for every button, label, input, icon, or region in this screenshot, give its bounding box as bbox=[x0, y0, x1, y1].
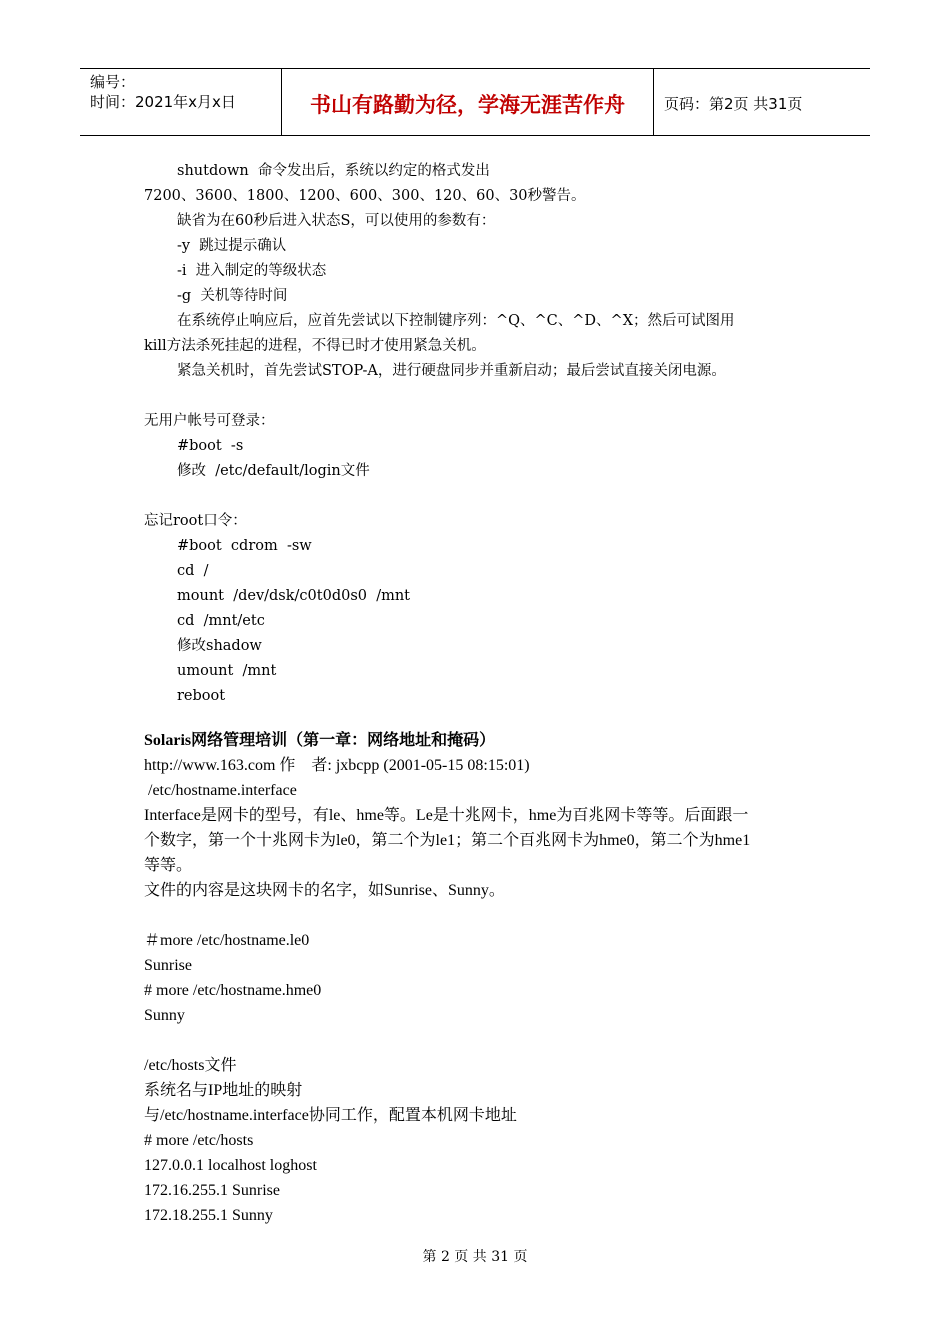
text-line: shutdown 命令发出后，系统以约定的格式发出 bbox=[177, 163, 490, 179]
text-line: Interface是网卡的型号，有le、hme等。Le是十兆网卡，hme为百兆网卡等等。后面跟一 bbox=[144, 807, 749, 824]
text-line: 修改shadow bbox=[177, 638, 262, 654]
text-line: # more /etc/hostname.hme0 bbox=[144, 982, 322, 999]
text-line: 等等。 bbox=[144, 857, 193, 874]
text-line: reboot bbox=[177, 688, 226, 704]
text-line: 缺省为在60秒后进入状态S，可以使用的参数有： bbox=[177, 213, 496, 229]
text-line: 忘记root口令： bbox=[144, 513, 247, 529]
text-line: kill方法杀死挂起的进程，不得已时才使用紧急关机。 bbox=[144, 338, 486, 354]
text-line: /etc/hosts文件 bbox=[144, 1057, 237, 1074]
text-line: 7200、3600、1800、1200、600、300、120、60、30秒警告。 bbox=[144, 188, 586, 204]
page-footer: 第 2 页 共 31 页 bbox=[422, 1249, 528, 1265]
text-line: cd / bbox=[177, 563, 209, 579]
text-line: umount /mnt bbox=[177, 663, 277, 679]
text-line: 系统名与IP地址的映射 bbox=[144, 1082, 303, 1099]
text-line: 172.16.255.1 Sunrise bbox=[144, 1182, 280, 1199]
date-label: 时间：2021年x月x日 bbox=[90, 93, 236, 111]
text-line: 172.18.255.1 Sunny bbox=[144, 1207, 273, 1224]
text-line: -g 关机等待时间 bbox=[177, 288, 288, 304]
text-line: -i 进入制定的等级状态 bbox=[177, 263, 327, 279]
header-motto: 书山有路勤为径，学海无涯苦作舟 bbox=[282, 69, 654, 135]
text-line: Sunrise bbox=[144, 957, 192, 974]
text-line: #boot -s bbox=[177, 438, 244, 454]
header-page-info: 页码：第2页 共31页 bbox=[664, 94, 803, 113]
text-line: mount /dev/dsk/c0t0d0s0 /mnt bbox=[177, 588, 411, 604]
section-heading: Solaris网络管理培训（第一章：网络地址和掩码） bbox=[144, 732, 496, 749]
text-line: 与/etc/hostname.interface协同工作，配置本机网卡地址 bbox=[144, 1107, 517, 1124]
text-line: /etc/hostname.interface bbox=[144, 782, 297, 799]
text-line: http://www.163.com 作 者: jxbcpp (2001-05-15 08:15:01) bbox=[144, 757, 530, 774]
text-line: 个数字，第一个十兆网卡为le0，第二个为le1；第二个百兆网卡为hme0，第二个为hme1 bbox=[144, 832, 751, 849]
header-meta bbox=[80, 69, 282, 135]
number-label: 编号： bbox=[90, 73, 136, 91]
text-line: Sunny bbox=[144, 1007, 185, 1024]
text-line: #boot cdrom -sw bbox=[177, 538, 312, 554]
text-line: 无用户帐号可登录： bbox=[144, 413, 275, 429]
text-line: 文件的内容是这块网卡的名字，如Sunrise、Sunny。 bbox=[144, 882, 505, 899]
text-line: 修改 /etc/default/login文件 bbox=[177, 463, 370, 479]
text-line: 紧急关机时，首先尝试STOP-A，进行硬盘同步并重新启动；最后尝试直接关闭电源。 bbox=[177, 363, 726, 379]
text-line: ＃more /etc/hostname.le0 bbox=[144, 932, 310, 949]
text-line: cd /mnt/etc bbox=[177, 613, 265, 629]
text-line: 在系统停止响应后，应首先尝试以下控制键序列：^Q、^C、^D、^X；然后可试图用 bbox=[177, 313, 735, 329]
page-header bbox=[80, 68, 870, 136]
text-line: 127.0.0.1 localhost loghost bbox=[144, 1157, 317, 1174]
text-line: -y 跳过提示确认 bbox=[177, 238, 287, 254]
text-line: # more /etc/hosts bbox=[144, 1132, 254, 1149]
